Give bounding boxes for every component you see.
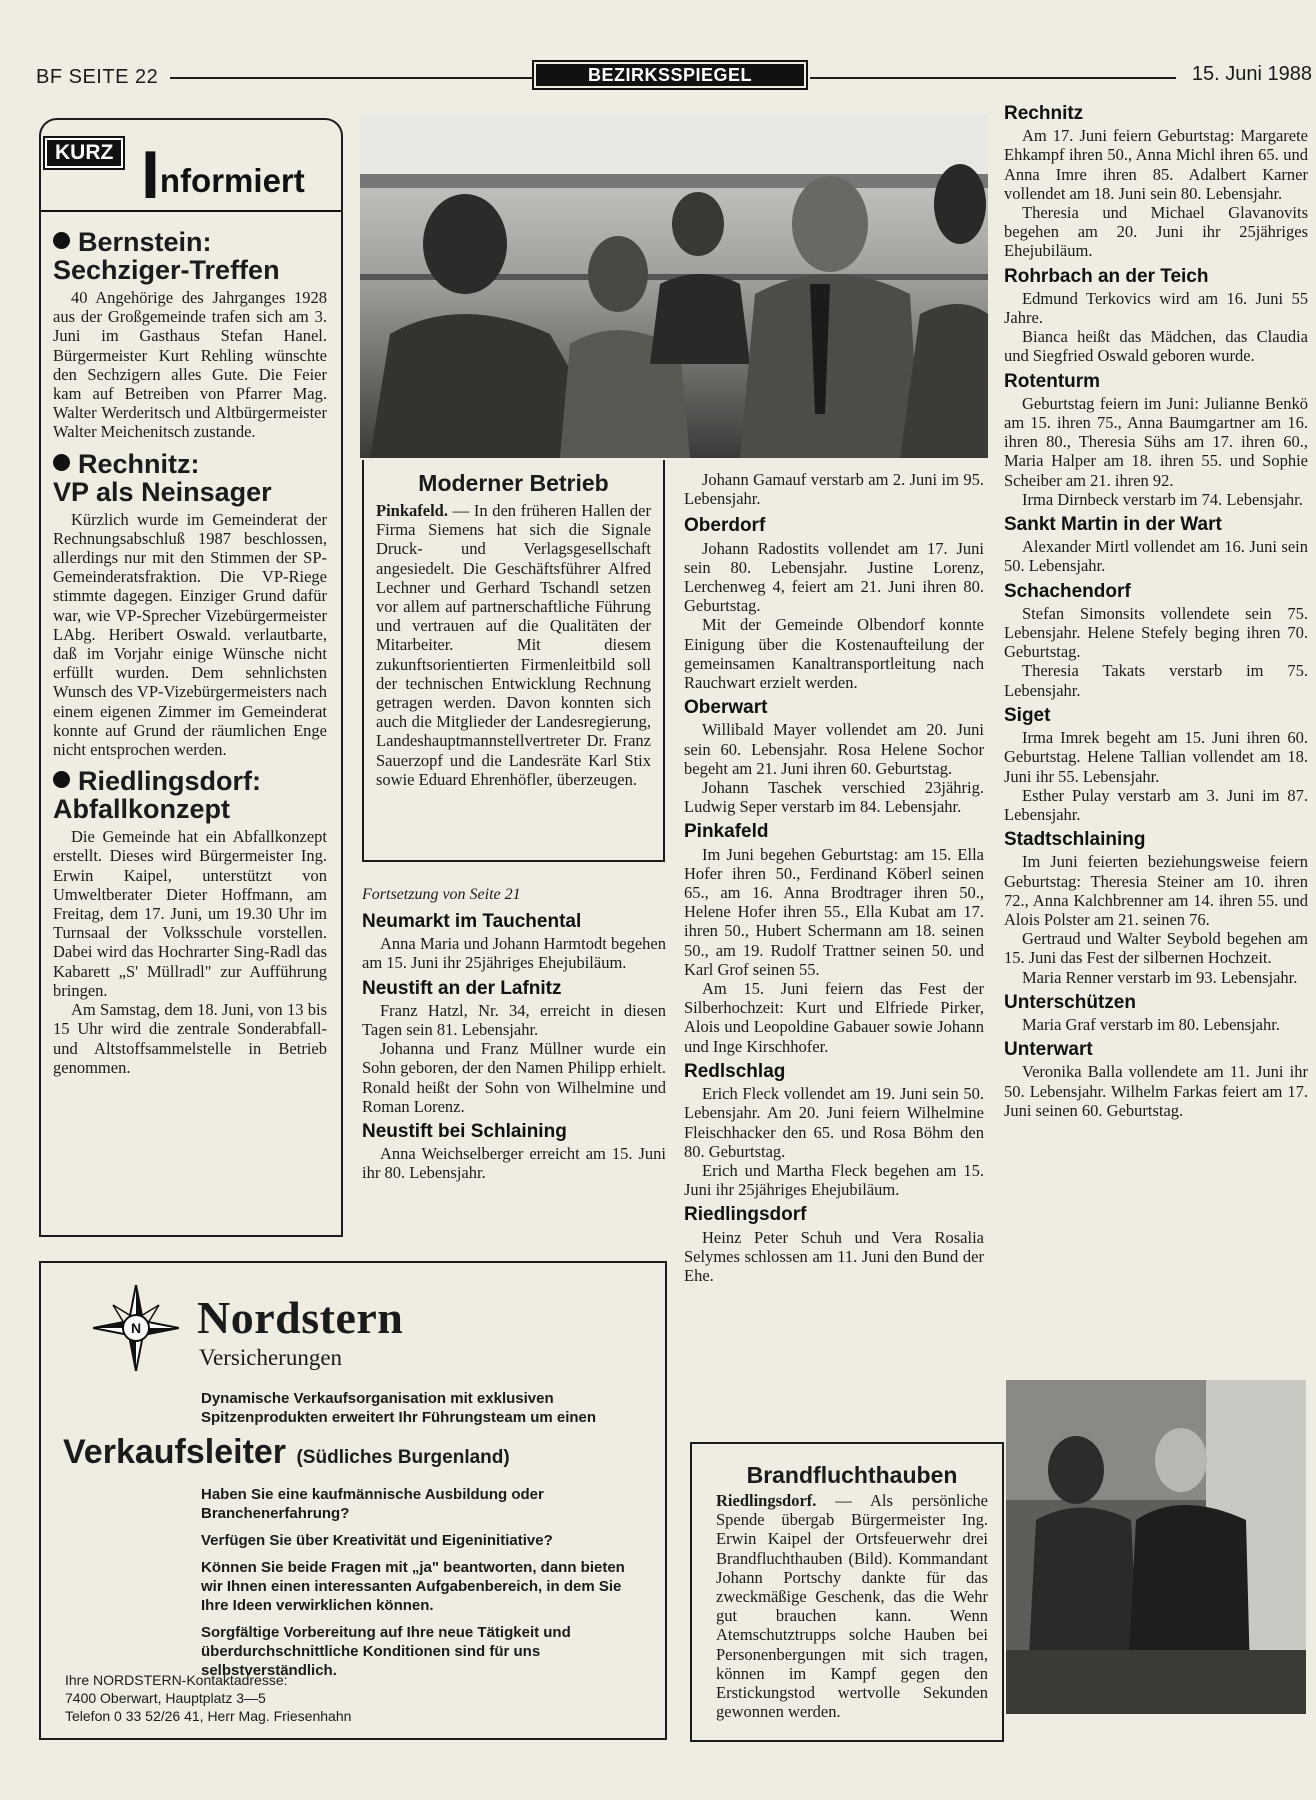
town-heading: Schachendorf xyxy=(1004,580,1131,602)
nordstern-ad xyxy=(39,1261,667,1740)
kurz-item-paragraph: 40 Angehörige des Jahrganges 1928 aus der Großgemeinde trafen sich am 3. Juni im Gasthaus Stefan Hanel. Bürgermeister Kurt Rehling wünschte den Sechzigern alles Gute. Die Feier kam auf Betreiben von Pfarrer Mag. Walter Werderitsch und Altbürgermeister Walter Meichenitsch zustande. xyxy=(53,288,327,442)
town-paragraph: Maria Renner verstarb im 93. Lebensjahr. xyxy=(1022,967,1298,987)
kurz-item-paragraph: Am Samstag, dem 18. Juni, von 13 bis 15 Uhr wird die zentrale Sonderabfall- und Altstoffsammelstelle in Betrieb genommen. xyxy=(53,1000,327,1077)
kurz-badge: KURZ xyxy=(45,138,123,168)
town-paragraph: Esther Pulay verstarb am 3. Juni im 87. Lebensjahr. xyxy=(1004,785,1308,824)
ad-intro: Dynamische Verkaufsorganisation mit exklusiven Spitzenprodukten erweitert Ihr Führungsteam um einen xyxy=(201,1390,597,1426)
ad-point: Können Sie beide Fragen mit „ja" beantworten, dann bieten wir Ihnen einen interessanten Aufgabenbereich, in dem Sie Ihre Ideen verwirklichen können. xyxy=(201,1559,625,1614)
ad-contact-line: Telefon 0 33 52/26 41, Herr Mag. Friesenhahn xyxy=(65,1708,352,1724)
moderner-betrieb-body: — In den früheren Hallen der Firma Siemens hat sich die Signale Druck- und Verlagsgesellschaft angesiedelt. Die Geschäftsführer Alfred Lechner und Gerhard Tschandl setzen vor allem auf partnerschaftliche Führung und vertrauen auf die Qualitäten der Mitarbeiter. Mit diesem zukunftsorientierten Firmenleitbild soll der technischen Entwicklung Rechnung getragen werden. Davon konnten sich auch die Mitglieder der Landesregierung, Landeshauptmannstellvertreter Dr. Franz Sauerzopf und die Landesräte Karl Stix sowie Eduard Ehrenhöfler, überzeugen. xyxy=(376,501,651,789)
kurz-item xyxy=(53,450,327,760)
ad-job-line xyxy=(63,1433,653,1472)
kurz-items xyxy=(41,212,341,1077)
town-heading: Unterwart xyxy=(1004,1039,1093,1061)
kurz-title xyxy=(141,137,305,213)
kurz-title-initial: I xyxy=(141,137,160,213)
town-paragraph: Bianca heißt das Mädchen, das Claudia und Siegfried Oswald geboren wurde. xyxy=(1004,327,1308,366)
town-paragraph: Heinz Peter Schuh und Vera Rosalia Selymes schlossen am 11. Juni den Bund der Ehe. xyxy=(684,1227,984,1285)
town-paragraph: Anna Maria und Johann Harmtodt begehen am 15. Juni ihr 25jähriges Ehejubiläum. xyxy=(362,934,666,973)
town-heading: Oberdorf xyxy=(684,515,766,537)
ad-point: Verfügen Sie über Kreativität und Eigeninitiative? xyxy=(201,1532,553,1549)
lead-paragraph: Johann Gamauf verstarb am 2. Juni im 95. Lebensjahr. xyxy=(684,470,984,509)
town-paragraph: Johann Taschek verschied 23jährig. Ludwig Seper verstarb im 84. Lebensjahr. xyxy=(684,778,984,817)
factory-photo-image xyxy=(360,114,988,458)
moderner-betrieb-text xyxy=(376,501,651,789)
ad-point: Sorgfältige Vorbereitung auf Ihre neue Tätigkeit und überdurchschnittliche Konditionen sind für uns selbstverständlich. xyxy=(201,1624,571,1679)
town-paragraph: Am 17. Juni feiern Geburtstag: Margarete Ehkampf ihren 50., Anna Michl ihren 65. und Anna Imre ihren 85. Adalbert Karner vollendet am 18. Juni sein 80. Lebensjahr. xyxy=(1004,126,1308,203)
kurz-item-place: Rechnitz: xyxy=(78,448,200,479)
town-heading: Unterschützen xyxy=(1004,991,1136,1013)
continuation-note: Fortsetzung von Seite 21 xyxy=(362,886,521,903)
kurz-item xyxy=(53,767,327,1077)
moderner-betrieb-dateline: Pinkafeld. xyxy=(376,501,448,520)
town-paragraph: Irma Imrek begeht am 15. Juni ihren 60. Geburtstag. Helene Tallian vollendet am 18. Juni ihr 55. Lebensjahr. xyxy=(1004,728,1308,786)
column-four xyxy=(1004,104,1308,1120)
handover-photo-image xyxy=(1006,1380,1306,1714)
ad-job-title: Verkaufsleiter xyxy=(63,1433,287,1471)
town-paragraph: Alexander Mirtl vollendet am 16. Juni sein 50. Lebensjahr. xyxy=(1004,537,1308,576)
town-heading: Siget xyxy=(1004,704,1051,726)
ad-contact-line: 7400 Oberwart, Hauptplatz 3—5 xyxy=(65,1690,266,1706)
kurz-item-heading xyxy=(53,767,327,823)
ad-job-region: (Südliches Burgenland) xyxy=(296,1447,510,1468)
town-paragraph: Gertraud und Walter Seybold begehen am 15. Juni das Fest der silbernen Hochzeit. xyxy=(1004,929,1308,968)
nordstern-brand: Nordstern xyxy=(197,1292,404,1343)
town-heading: Neustift an der Lafnitz xyxy=(362,977,562,999)
bullet-icon xyxy=(53,232,70,249)
town-heading: Riedlingsdorf xyxy=(684,1204,807,1226)
section-title xyxy=(532,60,808,90)
kurz-item xyxy=(53,228,327,442)
town-paragraph: Maria Graf verstarb im 80. Lebensjahr. xyxy=(1022,1014,1280,1034)
town-paragraph: Geburtstag feiern im Juni: Julianne Benkö am 15. ihren 75., Anna Baumgartner am 16. ihren 80., Theresia Sühs am 17. ihren 60., Maria Halper am 18. ihren 55. und Sophie Scheiber am 21. ihren 92. xyxy=(1004,393,1308,490)
nordstern-star-icon xyxy=(93,1285,179,1371)
kurz-item-heading xyxy=(53,450,327,506)
town-paragraph: Mit der Gemeinde Olbendorf konnte Einigung über die Kostenaufteilung der gemeinsamen Kanaltransportleitung nach Rauchwart erzielt werden. xyxy=(684,615,984,693)
bullet-icon xyxy=(53,454,70,471)
brandfluchthauben-text xyxy=(716,1491,988,1721)
kurz-header xyxy=(41,120,341,212)
brandfluchthauben-body: — Als persönliche Spende übergab Bürgermeister Ing. Erwin Kaipel der Ortsfeuerwehr drei Brandfluchthauben (Bild). Kommandant Johann Portschy dankte für das zweckmäßige Geschenk, das die Wehr gut brauchen kann. Wenn Atemschutztrupps solche Hauben bei Personenbergungen mit sich tragen, können im Kampf gegen den Erstickungstod wertvolle Sekunden gewonnen werden. xyxy=(716,1491,988,1722)
brandfluchthauben-title: Brandfluchthauben xyxy=(746,1462,958,1488)
town-paragraph: Irma Dirnbeck verstarb im 74. Lebensjahr. xyxy=(1022,489,1303,509)
section-title-label: BEZIRKSSPIEGEL xyxy=(536,64,804,86)
town-paragraph: Im Juni feierten beziehungsweise feiern Geburtstag: Theresia Steiner am 10. ihren 72., Anna Kalchbrenner am 14. ihren 55. und Alois Polster am 21. seinen 76. xyxy=(1004,852,1308,929)
town-heading: Pinkafeld xyxy=(684,821,769,843)
town-heading: Redlschlag xyxy=(684,1060,786,1082)
town-paragraph: Theresia Takats verstarb im 75. Lebensjahr. xyxy=(1004,661,1308,700)
brandfluchthauben-content xyxy=(692,1444,1002,1721)
svg-text:N: N xyxy=(130,1320,142,1336)
town-paragraph: Anna Weichselberger erreicht am 15. Juni ihr 80. Lebensjahr. xyxy=(362,1144,666,1183)
town-paragraph: Franz Hatzl, Nr. 34, erreicht in diesen Tagen sein 81. Lebensjahr. xyxy=(362,1000,666,1040)
ad-points xyxy=(201,1485,641,1680)
brandfluchthauben-dateline: Riedlingsdorf. xyxy=(716,1491,817,1510)
column-two xyxy=(362,886,666,1183)
town-paragraph: Erich und Martha Fleck begehen am 15. Juni ihr 25jähriges Ehejubiläum. xyxy=(684,1160,984,1200)
town-heading: Neumarkt im Tauchental xyxy=(362,911,582,932)
page-date: 15. Juni 1988 xyxy=(1191,63,1312,85)
kurz-title-rest: nformiert xyxy=(159,162,305,199)
header-rule-right xyxy=(810,77,1176,79)
kurz-item-paragraph: Kürzlich wurde im Gemeinderat der Rechnungsabschluß 1987 beschlossen, allerdings nur mit den Stimmen der SP-Gemeinderatsfraktion. Die VP-Riege stimmte dagegen. Einziger Grund dafür war, wie VP-Sprecher Vizebürgermeister LAbg. Heribert Oswald. verlautbarte, daß im Vorjahr einige Wünsche nicht erfüllt wurden. Dem sehnlichsten Wunsch des VP-Vizebürgermeisters nach einem eigenen Zimmer im Gemeinderat konnte auf Grund der räumlichen Enge nicht entsprochen werden. xyxy=(53,509,327,760)
bullet-icon xyxy=(53,771,70,788)
town-paragraph: Johanna und Franz Müllner wurde ein Sohn geboren, der den Namen Philipp erhielt. Ronald heißt der Sohn von Wilhelmine und Roman Lorenz. xyxy=(362,1039,666,1116)
kurz-item-topic: Sechziger-Treffen xyxy=(53,255,280,285)
page-ref: BF SEITE 22 xyxy=(36,66,159,88)
moderner-betrieb-title: Moderner Betrieb xyxy=(418,470,609,496)
town-paragraph: Im Juni begehen Geburtstag: am 15. Ella Hofer ihren 50., Ferdinand Köberl seinen 65., am 16. Anna Brodtrager ihren 50., Helene Hofer ihren 55., Ella Kubat am 17. ihren 50., Hubert Schermann am 18. seinen 50., am 19. Rudolf Trattner seinen 50. und Karl Grof seinen 55. xyxy=(684,844,984,979)
town-heading: Rohrbach an der Teich xyxy=(1004,265,1209,287)
moderner-betrieb-box xyxy=(362,460,665,862)
kurz-informiert-box xyxy=(39,118,343,1237)
kurz-item-place: Riedlingsdorf: xyxy=(78,766,261,797)
town-paragraph: Am 15. Juni feiern das Fest der Silberhochzeit: Kurt und Elfriede Pirker, Alois und Leopoldine Gabauer sowie Johann und Inge Kirschhofer. xyxy=(684,979,984,1056)
handover-photo xyxy=(1006,1380,1306,1714)
kurz-item-place: Bernstein: xyxy=(78,227,212,257)
kurz-item-topic: VP als Neinsager xyxy=(53,476,272,507)
town-heading: Oberwart xyxy=(684,697,768,719)
factory-photo xyxy=(360,114,988,458)
town-paragraph: Veronika Balla vollendete am 11. Juni ihr 50. Lebensjahr. Wilhelm Farkas feiert am 17. Juni seinen 60. Geburtstag. xyxy=(1004,1062,1308,1120)
kurz-item-topic: Abfallkonzept xyxy=(53,794,231,825)
town-heading: Stadtschlaining xyxy=(1004,829,1146,851)
brandfluchthauben-box xyxy=(690,1442,1004,1742)
kurz-item-heading xyxy=(53,228,327,284)
ad-contact-line: Ihre NORDSTERN-Kontaktadresse: xyxy=(65,1672,288,1688)
column-three xyxy=(684,470,984,1285)
town-paragraph: Willibald Mayer vollendet am 20. Juni sein 60. Lebensjahr. Rosa Helene Sochor begeht am 21. Juni ihren 60. Geburtstag. xyxy=(684,720,984,778)
town-paragraph: Edmund Terkovics wird am 16. Juni 55 Jahre. xyxy=(1004,288,1308,328)
town-paragraph: Stefan Simonsits vollendete sein 75. Lebensjahr. Helene Stefely beging ihren 70. Geburtstag. xyxy=(1004,603,1308,662)
town-paragraph: Erich Fleck vollendet am 19. Juni sein 50. Lebensjahr. Am 20. Juni feiern Wilhelmine Fleischhacker den 65. und Rosa Böhm den 80. Geburtstag. xyxy=(684,1084,984,1161)
town-paragraph: Johann Radostits vollendet am 17. Juni sein 80. Lebensjahr. Justine Lorenz, Lerchenweg 4, feiert am 21. Juni ihren 80. Geburtstag. xyxy=(684,538,984,616)
nordstern-brand-sub: Versicherungen xyxy=(199,1345,343,1370)
ad-point: Haben Sie eine kaufmännische Ausbildung oder Branchenerfahrung? xyxy=(201,1486,544,1522)
town-paragraph: Theresia und Michael Glavanovits begehen am 20. Juni ihr 25jähriges Ehejubiläum. xyxy=(1004,203,1308,261)
town-heading: Rechnitz xyxy=(1004,103,1084,124)
town-heading: Neustift bei Schlaining xyxy=(362,1121,567,1143)
kurz-item-paragraph: Die Gemeinde hat ein Abfallkonzept erstellt. Dieses wird Bürgermeister Ing. Erwin Kaipel, unterstützt von Umweltberater Dieter Hoffmann, am Freitag, dem 17. Juni, um 19.30 Uhr im Turnsaal der Volksschule vorstellen. Dabei wird das Hochrarter Sing-Radl das Kabarett „S' Müllradl" zur Aufführung bringen. xyxy=(53,827,327,1000)
town-heading: Rotenturm xyxy=(1004,370,1101,392)
town-heading: Sankt Martin in der Wart xyxy=(1004,514,1222,536)
moderner-betrieb-content xyxy=(364,460,663,789)
header-rule-left xyxy=(170,77,532,79)
ad-contact xyxy=(65,1671,351,1725)
